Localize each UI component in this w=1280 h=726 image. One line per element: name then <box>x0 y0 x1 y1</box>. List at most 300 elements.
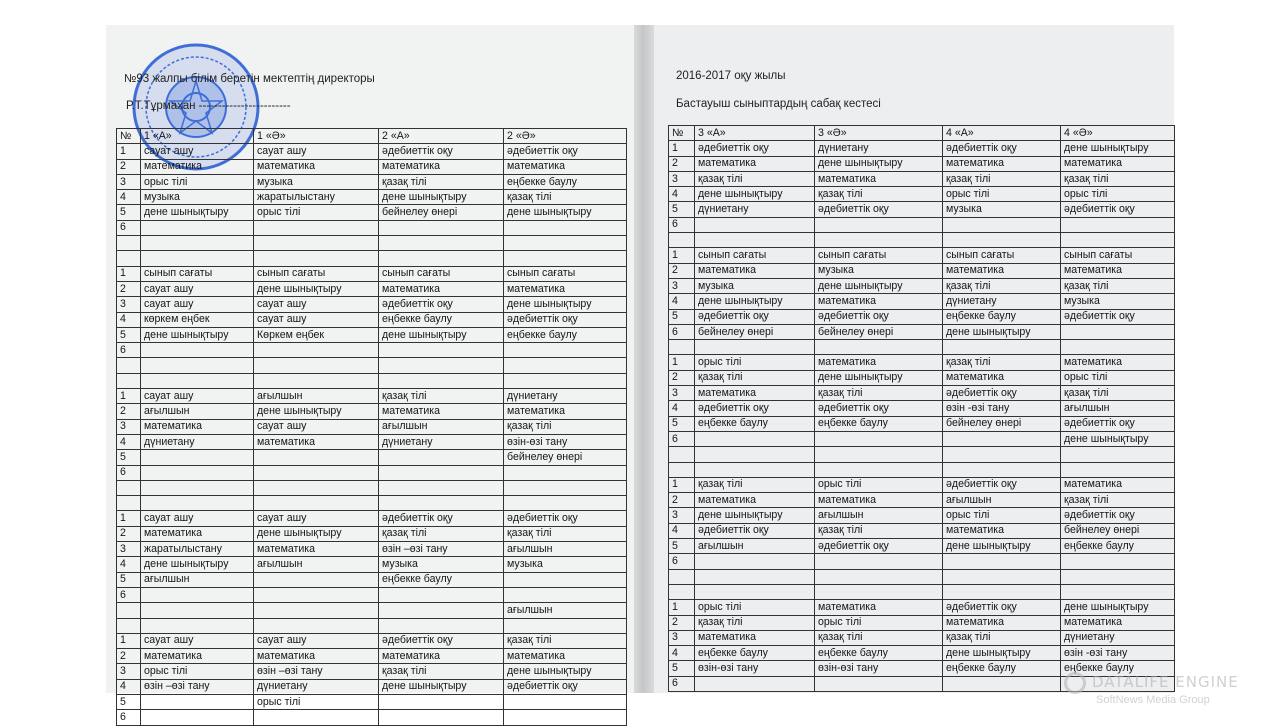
subject-cell: өзін -өзі тану <box>943 401 1061 416</box>
lesson-number-cell <box>117 480 141 495</box>
subject-cell <box>943 431 1061 446</box>
schedule-table-grades-1-2 <box>116 128 627 726</box>
subject-cell: дене шынықтыру <box>379 679 504 694</box>
subject-cell: әдебиеттік оқу <box>943 600 1061 615</box>
subject-cell <box>504 373 627 388</box>
subject-cell: математика <box>379 281 504 296</box>
subject-cell <box>379 358 504 373</box>
table-row <box>117 312 627 327</box>
subject-cell: математика <box>504 649 627 664</box>
subject-cell: дүниетану <box>695 202 815 217</box>
subject-cell: музыка <box>254 174 379 189</box>
subject-cell: математика <box>254 434 379 449</box>
lesson-number-cell: 6 <box>669 324 695 339</box>
lesson-number-cell: 3 <box>669 508 695 523</box>
table-row <box>669 294 1175 309</box>
subject-cell: қазақ тілі <box>815 523 943 538</box>
subject-cell <box>695 676 815 691</box>
subject-cell: әдебиеттік оқу <box>504 144 627 159</box>
lesson-number-cell: 1 <box>669 477 695 492</box>
subject-cell <box>1061 554 1175 569</box>
subject-cell: әдебиеттік оқу <box>1061 309 1175 324</box>
table-row <box>117 389 627 404</box>
subject-cell: дене шынықтыру <box>695 187 815 202</box>
column-header: 3 «Ә» <box>815 126 943 141</box>
table-row <box>117 220 627 235</box>
subject-cell: математика <box>141 526 254 541</box>
table-row <box>669 233 1175 248</box>
subject-cell <box>695 217 815 232</box>
column-header: 1 «Ә» <box>254 129 379 144</box>
subject-cell: дүниетану <box>504 389 627 404</box>
subject-cell <box>254 572 379 587</box>
table-row <box>669 615 1175 630</box>
subject-cell <box>943 233 1061 248</box>
table-row <box>669 202 1175 217</box>
lesson-number-cell: 4 <box>669 294 695 309</box>
subject-cell <box>504 465 627 480</box>
table-row <box>117 572 627 587</box>
subject-cell <box>379 343 504 358</box>
subject-cell <box>1061 569 1175 584</box>
column-header: № <box>117 129 141 144</box>
lesson-number-cell: 5 <box>669 661 695 676</box>
subject-cell: математика <box>695 263 815 278</box>
subject-cell <box>379 465 504 480</box>
lesson-number-cell <box>669 584 695 599</box>
lesson-number-cell: 5 <box>669 416 695 431</box>
lesson-number-cell: 4 <box>117 312 141 327</box>
lesson-number-cell: 2 <box>117 526 141 541</box>
lesson-number-cell: 1 <box>117 389 141 404</box>
subject-cell: қазақ тілі <box>379 664 504 679</box>
lesson-number-cell: 1 <box>117 266 141 281</box>
subject-cell <box>504 694 627 709</box>
lesson-number-cell: 3 <box>669 386 695 401</box>
watermark-title: DATALIFE ENGINE <box>1092 673 1239 692</box>
subject-cell: өзін-өзі тану <box>695 661 815 676</box>
lesson-number-cell: 2 <box>669 493 695 508</box>
table-row <box>117 465 627 480</box>
subject-cell: қазақ тілі <box>943 630 1061 645</box>
lesson-number-cell: 3 <box>669 171 695 186</box>
subject-cell <box>379 694 504 709</box>
subject-cell: музыка <box>695 278 815 293</box>
subject-cell: орыс тілі <box>254 694 379 709</box>
subject-cell: дене шынықтыру <box>943 539 1061 554</box>
lesson-number-cell: 5 <box>669 309 695 324</box>
subject-cell <box>815 584 943 599</box>
subject-cell <box>943 217 1061 232</box>
subject-cell: дене шынықтыру <box>815 370 943 385</box>
table-row <box>669 508 1175 523</box>
table-row <box>669 156 1175 171</box>
lesson-number-cell: 4 <box>117 434 141 449</box>
lesson-number-cell: 2 <box>669 156 695 171</box>
subject-cell <box>254 343 379 358</box>
lesson-number-cell <box>669 569 695 584</box>
subject-cell: дене шынықтыру <box>379 327 504 342</box>
table-row <box>669 493 1175 508</box>
subject-cell <box>141 710 254 725</box>
subject-cell: қазақ тілі <box>695 477 815 492</box>
table-row <box>669 447 1175 462</box>
datalife-logo-icon <box>1064 672 1086 694</box>
subject-cell: математика <box>695 156 815 171</box>
table-row <box>117 404 627 419</box>
table-row <box>117 587 627 602</box>
column-header: 3 «А» <box>695 126 815 141</box>
subject-cell: математика <box>943 370 1061 385</box>
subject-cell: еңбекке баулу <box>379 572 504 587</box>
lesson-number-cell <box>117 236 141 251</box>
subject-cell: жаратылыстану <box>141 542 254 557</box>
subject-cell <box>141 343 254 358</box>
lesson-number-cell: 6 <box>669 676 695 691</box>
table-row <box>117 480 627 495</box>
table-row <box>669 141 1175 156</box>
lesson-number-cell <box>117 358 141 373</box>
subject-cell: ағылшын <box>141 572 254 587</box>
subject-cell: сауат ашу <box>254 633 379 648</box>
table-row <box>117 679 627 694</box>
table-row <box>669 340 1175 355</box>
subject-cell: математика <box>504 404 627 419</box>
subject-cell: қазақ тілі <box>504 526 627 541</box>
subject-cell <box>379 480 504 495</box>
subject-cell: математика <box>815 493 943 508</box>
subject-cell: сауат ашу <box>254 297 379 312</box>
subject-cell <box>815 447 943 462</box>
table-row <box>669 584 1175 599</box>
table-row <box>117 281 627 296</box>
subject-cell: ағылшын <box>943 493 1061 508</box>
subject-cell <box>695 554 815 569</box>
subject-cell: сауат ашу <box>141 511 254 526</box>
table-row <box>117 694 627 709</box>
subject-cell <box>695 462 815 477</box>
table-row <box>117 649 627 664</box>
column-header: 4 «Ә» <box>1061 126 1175 141</box>
subject-cell: еңбекке баулу <box>1061 539 1175 554</box>
subject-cell: дене шынықтыру <box>141 205 254 220</box>
subject-cell: орыс тілі <box>1061 187 1175 202</box>
subject-cell: сынып сағаты <box>1061 248 1175 263</box>
lesson-number-cell: 2 <box>669 370 695 385</box>
subject-cell: орыс тілі <box>695 600 815 615</box>
subject-cell: орыс тілі <box>815 615 943 630</box>
subject-cell: еңбекке баулу <box>695 416 815 431</box>
schedule-title: Бастауыш сыныптардың сабақ кестесі <box>676 98 881 110</box>
subject-cell <box>379 450 504 465</box>
subject-cell <box>504 220 627 235</box>
subject-cell: математика <box>504 281 627 296</box>
subject-cell: ағылшын <box>504 542 627 557</box>
lesson-number-cell <box>117 618 141 633</box>
table-row <box>669 416 1175 431</box>
column-header: 1 «А» <box>141 129 254 144</box>
lesson-number-cell: 6 <box>117 465 141 480</box>
subject-cell: математика <box>815 171 943 186</box>
subject-cell: математика <box>815 355 943 370</box>
subject-cell <box>504 358 627 373</box>
subject-cell: математика <box>695 386 815 401</box>
subject-cell: дене шынықтыру <box>695 508 815 523</box>
lesson-number-cell: 6 <box>669 554 695 569</box>
subject-cell: ағылшын <box>379 419 504 434</box>
subject-cell: математика <box>254 159 379 174</box>
table-row <box>117 266 627 281</box>
lesson-number-cell: 4 <box>117 190 141 205</box>
subject-cell: қазақ тілі <box>815 630 943 645</box>
subject-cell: еңбекке баулу <box>695 646 815 661</box>
subject-cell <box>379 236 504 251</box>
subject-cell: әдебиеттік оқу <box>695 401 815 416</box>
table-row <box>669 523 1175 538</box>
subject-cell <box>504 343 627 358</box>
table-row <box>117 710 627 725</box>
subject-cell: еңбекке баулу <box>504 327 627 342</box>
column-header: 2 «Ә» <box>504 129 627 144</box>
subject-cell: бейнелеу өнері <box>943 416 1061 431</box>
subject-cell <box>504 572 627 587</box>
subject-cell <box>943 569 1061 584</box>
subject-cell: математика <box>141 159 254 174</box>
subject-cell: еңбекке баулу <box>815 416 943 431</box>
subject-cell <box>504 587 627 602</box>
subject-cell: математика <box>379 649 504 664</box>
subject-cell <box>815 431 943 446</box>
lesson-number-cell: 3 <box>117 542 141 557</box>
subject-cell: математика <box>943 523 1061 538</box>
subject-cell: орыс тілі <box>141 174 254 189</box>
subject-cell: әдебиеттік оқу <box>504 312 627 327</box>
lesson-number-cell: 4 <box>669 523 695 538</box>
subject-cell: бейнелеу өнері <box>504 450 627 465</box>
subject-cell: математика <box>943 615 1061 630</box>
table-header-row <box>117 129 627 144</box>
table-row <box>117 496 627 511</box>
director-title: №93 жалпы білім беретін мектептің директоры <box>124 73 375 85</box>
table-row <box>669 370 1175 385</box>
subject-cell <box>254 251 379 266</box>
subject-cell: қазақ тілі <box>815 386 943 401</box>
subject-cell: сынып сағаты <box>379 266 504 281</box>
table-row <box>669 630 1175 645</box>
subject-cell: математика <box>1061 477 1175 492</box>
subject-cell: дене шынықтыру <box>504 664 627 679</box>
subject-cell: математика <box>1061 615 1175 630</box>
subject-cell: сауат ашу <box>141 633 254 648</box>
table-row <box>117 419 627 434</box>
subject-cell: ағылшын <box>254 557 379 572</box>
subject-cell: Көркем еңбек <box>254 327 379 342</box>
subject-cell: математика <box>254 649 379 664</box>
subject-cell: математика <box>504 159 627 174</box>
table-header-row <box>669 126 1175 141</box>
lesson-number-cell: 1 <box>117 633 141 648</box>
table-row <box>117 633 627 648</box>
subject-cell: дене шынықтыру <box>943 324 1061 339</box>
subject-cell: дене шынықтыру <box>504 205 627 220</box>
subject-cell: әдебиеттік оқу <box>1061 508 1175 523</box>
subject-cell <box>254 603 379 618</box>
subject-cell <box>504 480 627 495</box>
lesson-number-cell <box>117 603 141 618</box>
subject-cell <box>943 554 1061 569</box>
subject-cell: әдебиеттік оқу <box>943 141 1061 156</box>
lesson-number-cell: 4 <box>117 679 141 694</box>
subject-cell: сауат ашу <box>141 389 254 404</box>
subject-cell <box>379 710 504 725</box>
subject-cell: қазақ тілі <box>815 187 943 202</box>
subject-cell: дене шынықтыру <box>1061 600 1175 615</box>
lesson-number-cell: 1 <box>117 511 141 526</box>
subject-cell: әдебиеттік оқу <box>815 309 943 324</box>
subject-cell: әдебиеттік оқу <box>379 511 504 526</box>
subject-cell: дене шынықтыру <box>379 190 504 205</box>
table-row <box>117 297 627 312</box>
left-page <box>106 25 634 723</box>
subject-cell <box>141 603 254 618</box>
subject-cell <box>504 251 627 266</box>
table-row <box>669 554 1175 569</box>
subject-cell: сауат ашу <box>254 144 379 159</box>
table-row <box>669 539 1175 554</box>
table-row <box>117 542 627 557</box>
lesson-number-cell: 1 <box>669 600 695 615</box>
subject-cell: дүниетану <box>379 434 504 449</box>
lesson-number-cell <box>117 496 141 511</box>
datalife-engine-watermark <box>1064 672 1239 706</box>
subject-cell <box>254 450 379 465</box>
subject-cell: қазақ тілі <box>1061 493 1175 508</box>
subject-cell <box>141 587 254 602</box>
subject-cell: орыс тілі <box>815 477 943 492</box>
subject-cell: сынып сағаты <box>943 248 1061 263</box>
subject-cell: әдебиеттік оқу <box>943 477 1061 492</box>
subject-cell: әдебиеттік оқу <box>695 523 815 538</box>
subject-cell: сынып сағаты <box>504 266 627 281</box>
lesson-number-cell: 3 <box>117 419 141 434</box>
subject-cell: математика <box>943 156 1061 171</box>
lesson-number-cell: 6 <box>117 587 141 602</box>
subject-cell <box>695 431 815 446</box>
subject-cell <box>504 236 627 251</box>
subject-cell: математика <box>815 600 943 615</box>
subject-cell: дүниетану <box>1061 630 1175 645</box>
subject-cell: ағылшын <box>254 389 379 404</box>
subject-cell: математика <box>141 419 254 434</box>
subject-cell <box>141 236 254 251</box>
lesson-number-cell: 5 <box>117 205 141 220</box>
subject-cell: көркем еңбек <box>141 312 254 327</box>
subject-cell: қазақ тілі <box>695 370 815 385</box>
subject-cell: ағылшын <box>141 404 254 419</box>
subject-cell <box>141 251 254 266</box>
subject-cell <box>141 450 254 465</box>
subject-cell: әдебиеттік оқу <box>1061 416 1175 431</box>
subject-cell: сауат ашу <box>254 312 379 327</box>
table-row <box>669 600 1175 615</box>
lesson-number-cell <box>117 251 141 266</box>
subject-cell: еңбекке баулу <box>379 312 504 327</box>
subject-cell <box>943 462 1061 477</box>
table-row <box>117 144 627 159</box>
subject-cell: музыка <box>1061 294 1175 309</box>
table-row <box>117 251 627 266</box>
lesson-number-cell: 4 <box>669 401 695 416</box>
subject-cell: қазақ тілі <box>1061 386 1175 401</box>
lesson-number-cell: 2 <box>117 159 141 174</box>
subject-cell: сауат ашу <box>141 281 254 296</box>
subject-cell <box>815 233 943 248</box>
subject-cell: дене шынықтыру <box>254 404 379 419</box>
subject-cell: әдебиеттік оқу <box>695 141 815 156</box>
subject-cell: музыка <box>504 557 627 572</box>
lesson-number-cell: 3 <box>117 664 141 679</box>
subject-cell: дүниетану <box>141 434 254 449</box>
table-row <box>669 217 1175 232</box>
subject-cell <box>254 236 379 251</box>
subject-cell: дүниетану <box>254 679 379 694</box>
subject-cell: бейнелеу өнері <box>695 324 815 339</box>
subject-cell: әдебиеттік оқу <box>379 297 504 312</box>
book-gutter <box>634 25 654 693</box>
subject-cell: математика <box>379 404 504 419</box>
subject-cell: орыс тілі <box>141 664 254 679</box>
subject-cell: өзін-өзі тану <box>815 661 943 676</box>
subject-cell: әдебиеттік оқу <box>943 386 1061 401</box>
subject-cell <box>254 373 379 388</box>
subject-cell <box>254 496 379 511</box>
subject-cell: әдебиеттік оқу <box>504 511 627 526</box>
table-row <box>669 646 1175 661</box>
subject-cell <box>815 462 943 477</box>
subject-cell: қазақ тілі <box>1061 278 1175 293</box>
lesson-number-cell: 3 <box>117 174 141 189</box>
subject-cell <box>379 220 504 235</box>
subject-cell: математика <box>141 649 254 664</box>
subject-cell: сынып сағаты <box>815 248 943 263</box>
subject-cell: математика <box>1061 156 1175 171</box>
subject-cell: орыс тілі <box>254 205 379 220</box>
subject-cell: бейнелеу өнері <box>1061 523 1175 538</box>
lesson-number-cell: 2 <box>117 649 141 664</box>
table-row <box>669 431 1175 446</box>
table-row <box>117 159 627 174</box>
subject-cell <box>141 694 254 709</box>
lesson-number-cell: 6 <box>117 220 141 235</box>
subject-cell: математика <box>695 630 815 645</box>
subject-cell: сауат ашу <box>141 297 254 312</box>
table-row <box>117 373 627 388</box>
subject-cell: ағылшын <box>1061 401 1175 416</box>
subject-cell <box>379 496 504 511</box>
subject-cell <box>254 220 379 235</box>
subject-cell: қазақ тілі <box>943 355 1061 370</box>
lesson-number-cell: 4 <box>669 187 695 202</box>
subject-cell: дүниетану <box>815 141 943 156</box>
subject-cell: дене шынықтыру <box>695 294 815 309</box>
subject-cell <box>695 340 815 355</box>
subject-cell: өзін –өзі тану <box>254 664 379 679</box>
lesson-number-cell: 5 <box>117 450 141 465</box>
subject-cell: математика <box>1061 355 1175 370</box>
lesson-number-cell <box>669 340 695 355</box>
lesson-number-cell: 1 <box>117 144 141 159</box>
subject-cell: орыс тілі <box>943 508 1061 523</box>
